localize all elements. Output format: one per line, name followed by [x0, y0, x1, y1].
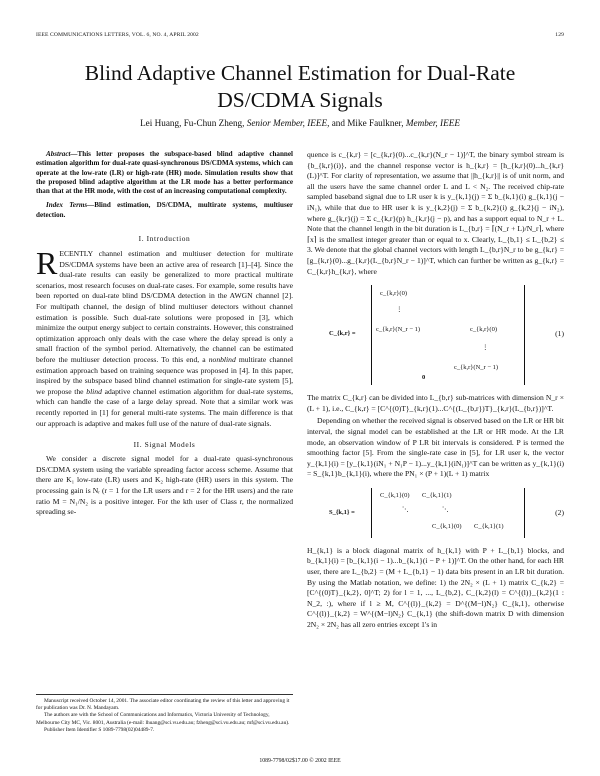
eq2-lhs: S_{k,1} =: [329, 508, 355, 516]
eq2-number: (2): [555, 507, 564, 517]
intro-text-3: adaptive channel estimation algorithm for dual-rate systems, which can handle the case of a large delay spread. Note that a similar work was recently reported in [1] for general multi-rate systems. The main difference is that our approach is adaptive and makes full use of the nature of dual-rate signals.: [36, 386, 294, 428]
footnote-affiliation: The authors are with the School of Communications and Informatics, Victoria University of Technology, Melbourne City MC, Vic. 8001, Australia (e-mail: lhuang@sci.vu.edu.au; fzheng@sci.vu.edu.au; mf@sci.vu.edu.au).: [36, 712, 290, 726]
author-line: [0, 118, 600, 128]
eq1-entry: c_{k,r}(0): [380, 290, 407, 298]
eq1-matrix: [371, 285, 525, 385]
equation-2: [307, 484, 564, 544]
right-column: [307, 150, 564, 631]
signal-model-paragraph: We consider a discrete signal model for a dual-rate quasi-synchronous DS/CDMA system using the variable spreading factor access scheme. Assume that there are K₁ low-rate (LR) users and K₂ high-rate (HR) users in this system. The processing gain is Nᵣ (r = 1 for the LR users and r = 2 for the HR users) and the rate ratio M = N₁/N₂ is a positive integer. For the kth user of Class r, the normalized spreading se-: [36, 454, 293, 517]
right-paragraph-1: quence is c_{k,r} = [c_{k,r}(0)...c_{k,r}(N_r − 1)]^T, the binary symbol stream is {b_{k,r}(i)}, and the channel response vector is h_{k,r} = [h_{k,r}(0)...h_{k,r}(L)]^T. For clarity of representation, we assume that ||h_{k,r}|| is of unit norm, and all the users have the same channel order L and L < N₂. The received chip-rate sampled baseband signal due to LR user k is y_{k,1}(j) = Σ b_{k,1}(i) g_{k,1}(j − iN₁), while that due to HR user k is y_{k,2}(j) = Σ b_{k,2}(i) g_{k,2}(j − iN₂), where g_{k,r}(j) = Σ c_{k,r}(p) h_{k,r}(j − p), and has a support equal to N_r + L. Note that the channel length in the bit duration is L_{b,r} = ⌈(N_r + L)/N_r⌉, where ⌈x⌉ is the smallest integer greater than or equal to x. Clearly, L_{b,1} ≤ L_{b,2} ≤ 3. We denote that the global channel vectors with length L_{b,r}N_r to be g_{k,r} = [g_{k,r}(0)...g_{k,r}(L_{b,r}N_r − 1)]^T, which can further be written as g_{k,r} = C_{k,r}h_{k,r}, where: [307, 150, 564, 276]
eq2-matrix: [371, 488, 525, 538]
eq2-entry: C_{k,1}(1): [474, 522, 504, 530]
abstract: [36, 150, 293, 196]
right-paragraph-3: Depending on whether the received signal is observed based on the LR or HR bit interval, the signal model can be established at the LR or HR mode. At the LR mode, an observation window of P LR bit intervals is considered. P is termed the smoothing factor [5]. From the single-rate case in [5], for LR user k, the vector y_{k,1}(i) = [y_{k,1}(iN₁ + N₁P − 1)...y_{k,1}(iN₁)]^T can be written as y_{k,1}(i) = S_{k,1}b_{k,1}(i), where the PN₁ × (P + 1)(L + 1) matrix: [307, 416, 564, 479]
eq1-entry: c_{k,r}(N_r − 1): [376, 326, 421, 334]
eq1-entry: 0: [422, 374, 426, 382]
intro-text-1: ECENTLY channel estimation and multiuser detection for multirate DS/CDMA systems have been an active area of research [1]–[4]. Since the dual-rate results can easily be generalized to more practical multirate scenarios, most research focuses on dual-rate cases. For example, some results have been reported on dual-rate blind DS/CDMA detection in the AWGN channel [2]. For multipath channel, the design of blind multiuser detectors without channel estimation is possible. Such dual-rate solutions were proposed in [3], which minimize the output energy subject to certain constraints. However, this constrained optimization approach only deals with the case where the delay spread is only a small fraction of the symbol period. Alternatively, the channel can be estimated before the multiuser detection process. To this end, a: [36, 249, 293, 365]
eq1-entry: ⋮: [396, 306, 403, 314]
eq2-entry: C_{k,1}(1): [422, 491, 452, 499]
title-line-2: DS/CDMA Signals: [217, 88, 383, 112]
authors-names-2: and Mike Faulkner,: [331, 118, 404, 128]
eq2-entry: C_{k,1}(0): [380, 491, 410, 499]
equation-1: [307, 281, 564, 391]
paper-title: [0, 60, 600, 114]
running-header-journal: IEEE COMMUNICATIONS LETTERS, VOL. 6, NO. 4, APRIL 2002: [36, 32, 199, 38]
eq2-entry: ⋱: [442, 505, 449, 513]
authors-names-1: Lei Huang, Fu-Chun Zheng,: [140, 118, 245, 128]
running-header-page: 129: [555, 32, 564, 38]
eq1-entry: c_{k,r}(N_r − 1): [454, 364, 499, 372]
eq1-lhs: C_{k,r} =: [329, 330, 356, 338]
drop-cap: R: [36, 245, 58, 282]
eq2-entry: ⋱: [402, 505, 409, 513]
intro-paragraph: [36, 245, 294, 429]
intro-em-blind: blind: [86, 386, 102, 396]
footnote-pii: Publisher Item Identifier S 1089-7798(02)04489-7.: [44, 726, 155, 733]
section-2-heading: II. Signal Models: [133, 440, 196, 450]
right-paragraph-4: H_{k,1} is a block diagonal matrix of h_{k,1} with P + L_{b,1} blocks, and b_{k,1}(i) = [b_{k,1}(i − 1)...b_{k,1}(i − P + 1)]^T. On the other hand, for each HR user, there are L_{b,2} = (M + L_{b,1} − 1) data bits present in an LR bit duration. By using the Matlab notation, we define: 1) the 2N₂ × (L + 1) matrix C_{k,2} = [C^{(0)T}_{k,2}, 0]^T; 2) for l = 1, ..., L_{b,2}, C_{k,2}(l) = C^{(l)}_{k,2}(1 : N_2, :), where if l ≥ M, C^{(l)}_{k,2} = D^{(M−l)N₂} C_{k,1}, otherwise C^{(l)}_{k,2} = W^{(M−l)N₂} C_{k,1} (the shift-down matrix D with dimension 2N₂ × 2N₂ has all zero entries except 1's in: [307, 545, 564, 630]
eq1-entry: c_{k,r}(0): [470, 326, 497, 334]
index-terms-label: Index Terms—: [46, 201, 95, 210]
eq1-number: (1): [555, 329, 564, 339]
copyright-line: 1089-7798/02$17.00 © 2002 IEEE: [259, 758, 341, 764]
title-line-1: Blind Adaptive Channel Estimation for Dual-Rate: [84, 61, 516, 85]
abstract-text: This letter proposes the subspace-based blind adaptive channel estimation algorithm for dual-rate quasi-synchronous DS/CDMA systems, which can operate at the low-rate (LR) or high-rate (HR) mode. Simulation results show that the proposed blind adaptive algorithm at the LR mode has a better performance than that at the HR mode, with the cost of an increasing computational complexity.: [36, 150, 293, 196]
section-1-heading: I. Introduction: [138, 234, 191, 244]
intro-text-2: multirate channel estimation approach based on training sequence was proposed in [4]. In this paper, inspired by the subspace based blind channel estimation for single-rate system [5], we propose the: [36, 355, 293, 396]
right-paragraph-2: The matrix C_{k,r} can be divided into L_{b,r} sub-matrices with dimension N_r × (L + 1), i.e., C_{k,r} = [C^{(0)T}_{k,r}(1)...C^{(L_{b,r})T}_{k,r}(L_{b,r})]^T.: [307, 393, 564, 413]
index-terms: [36, 201, 293, 220]
authors-role-2: Member, IEEE: [405, 118, 460, 128]
index-terms-text: Blind estimation, DS/CDMA, multirate systems, multiuser detection.: [36, 201, 294, 219]
footnotes: [36, 694, 293, 734]
left-column: [36, 150, 293, 518]
eq1-entry: ⋮: [482, 344, 489, 352]
authors-role-1: Senior Member, IEEE,: [246, 118, 330, 128]
eq2-entry: C_{k,1}(0): [432, 522, 462, 530]
footnote-received: Manuscript received October 14, 2001. The associate editor coordinating the review of this letter and approving it for publication was Dr. N. Mandayam.: [36, 698, 290, 712]
intro-em-nonblind: nonblind: [208, 355, 236, 365]
abstract-label: Abstract—: [46, 150, 78, 158]
